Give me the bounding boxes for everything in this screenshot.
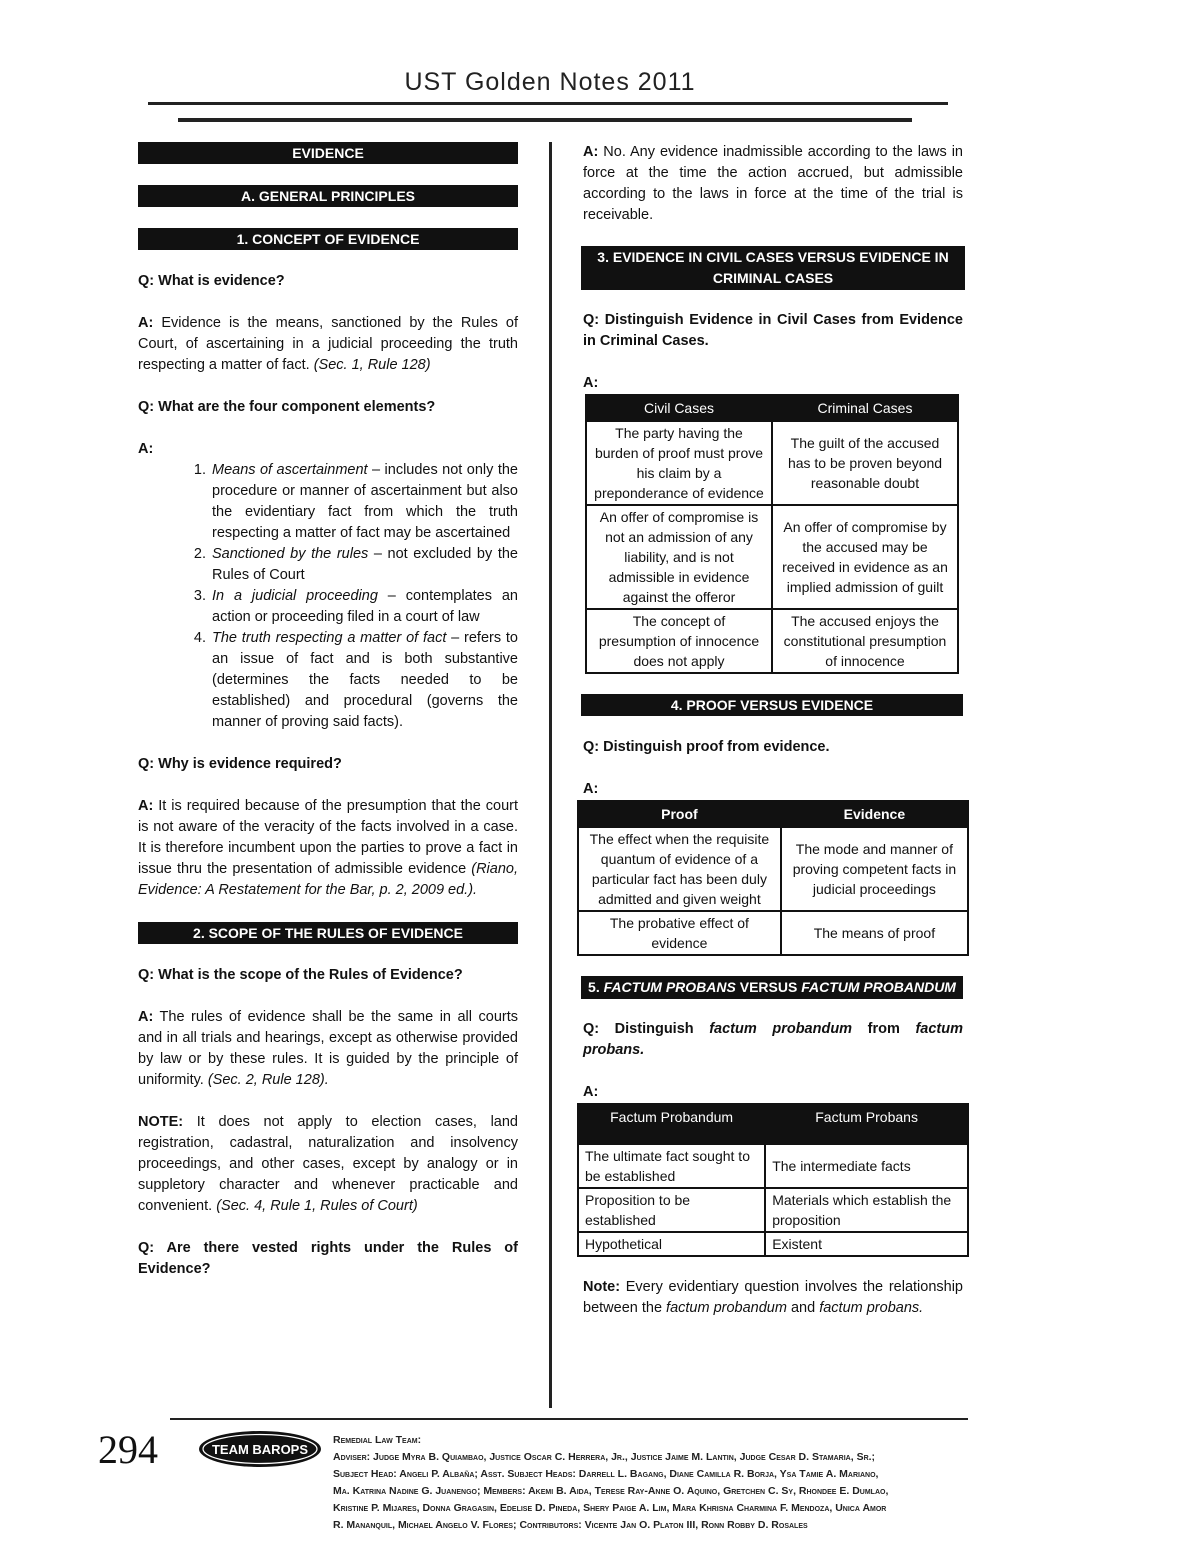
answer-label: A: — [138, 441, 154, 457]
team-barops-logo — [198, 1430, 322, 1468]
table-row — [578, 1232, 968, 1256]
section-bar-concept: 1. CONCEPT OF EVIDENCE — [138, 228, 518, 250]
table-header: Civil Cases — [586, 395, 772, 421]
table-cell: The mode and manner of proving competent facts in judicial proceedings — [781, 827, 968, 911]
table-cell: An offer of compromise is not an admission of any liability, and is not admissible in evidence against the offeror — [586, 505, 772, 609]
list-item: 2. Sanctioned by the rules – not excluded by the Rules of Court — [210, 544, 518, 586]
footer-line: Adviser: Judge Myra B. Quiambao, Justice Oscar C. Herrera, Jr., Justice Jaime M. Lantin, Judge Cesar D. Stamaria, Sr.; — [333, 1451, 876, 1463]
table-cell: The effect when the requisite quantum of evidence of a particular fact has been duly admitted and given weight — [578, 827, 781, 911]
section-bar-scope: 2. SCOPE OF THE RULES OF EVIDENCE — [138, 922, 518, 944]
answer-label: A: — [583, 375, 599, 391]
table-header: Evidence — [781, 801, 968, 827]
civil-criminal-table — [585, 394, 959, 674]
answer-label: A: — [583, 1084, 599, 1100]
table-row — [578, 1188, 968, 1232]
header-rule-top — [148, 102, 948, 105]
footer-line: Kristine P. Mijares, Donna Gragasin, Edelise D. Pineda, Shery Paige A. Lim, Mara Khrisna Charmina F. Mendoza, Unica Amor — [333, 1502, 887, 1514]
answer-label: A: — [583, 781, 599, 797]
question-factum: Q: Distinguish factum probandum from factum probans. — [583, 1021, 964, 1058]
table-cell: The guilt of the accused has to be proven beyond reasonable doubt — [772, 421, 958, 505]
right-column — [583, 142, 963, 1319]
table-row — [586, 421, 958, 505]
question-scope: Q: What is the scope of the Rules of Evidence? — [138, 967, 463, 983]
note-scope: NOTE: It does not apply to election cases, land registration, cadastral, naturalization and insolvency proceedings, and other cases, except by analogy or in suppletory character and whenever practicable and convenient. (Sec. 4, Rule 1, Rules of Court) — [138, 1114, 518, 1214]
section-bar-evidence: EVIDENCE — [138, 142, 518, 164]
table-row — [586, 609, 958, 673]
section-bar-general-principles: A. GENERAL PRINCIPLES — [138, 185, 518, 207]
question-proof-vs-evidence: Q: Distinguish proof from evidence. — [583, 739, 830, 755]
table-cell: Hypothetical — [578, 1232, 765, 1256]
section-bar-civil-vs-criminal: 3. EVIDENCE IN CIVIL CASES VERSUS EVIDENCE IN CRIMINAL CASES — [581, 246, 965, 290]
table-cell: The accused enjoys the constitutional presumption of innocence — [772, 609, 958, 673]
table-cell: Proposition to be established — [578, 1188, 765, 1232]
table-cell: Materials which establish the proposition — [765, 1188, 968, 1232]
question-what-is-evidence: Q: What is evidence? — [138, 273, 285, 289]
question-component-elements: Q: What are the four component elements? — [138, 399, 436, 415]
answer-scope: A: The rules of evidence shall be the same in all courts and in all trials and hearings, except as otherwise provided by law or by these rules. It is guided by the principle of uniformity. (Sec. 2, Rule 128). — [138, 1009, 518, 1088]
question-civil-vs-criminal: Q: Distinguish Evidence in Civil Cases from Evidence in Criminal Cases. — [583, 312, 963, 349]
list-item: 4. The truth respecting a matter of fact – refers to an issue of fact and is both substantive (determines the facts needed to be established) and procedural (governs the manner of proving said facts). — [210, 628, 518, 733]
table-header: Factum Probans — [765, 1104, 968, 1144]
table-cell: The intermediate facts — [765, 1144, 968, 1188]
table-cell: The concept of presumption of innocence does not apply — [586, 609, 772, 673]
page-number: 294 — [98, 1427, 158, 1472]
table-cell: The probative effect of evidence — [578, 911, 781, 955]
table-header-row — [578, 801, 968, 827]
table-header: Criminal Cases — [772, 395, 958, 421]
question-vested-rights: Q: Are there vested rights under the Rules of Evidence? — [138, 1240, 518, 1277]
footer-line: R. Mananquil, Michael Angelo V. Flores; Contributors: Vicente Jan O. Platon III, Ronn Robby D. Rosales — [333, 1519, 808, 1531]
section-bar-factum: 5. FACTUM PROBANS VERSUS FACTUM PROBANDUM — [581, 976, 963, 999]
footer-line: Ma. Katrina Nadine G. Juanengo; Members: Akemi B. Aida, Terese Ray-Anne O. Aquino, Gretchen C. Sy, Rhondee E. Dumlao, — [333, 1485, 889, 1497]
footer-line: Subject Head: Angeli P. Albaña; Asst. Subject Heads: Darrell L. Bagang, Diane Camilla R. Borja, Ysa Tamie A. Mariano, — [333, 1468, 879, 1480]
section-bar-proof-vs-evidence: 4. PROOF VERSUS EVIDENCE — [581, 694, 963, 716]
footer-rule — [170, 1418, 968, 1420]
table-cell: The ultimate fact sought to be established — [578, 1144, 765, 1188]
table-cell: An offer of compromise by the accused may be received in evidence as an implied admission of guilt — [772, 505, 958, 609]
proof-evidence-table — [577, 800, 969, 956]
note-factum: Note: Every evidentiary question involves the relationship between the factum probandum and factum probans. — [583, 1279, 963, 1316]
list-item: 1. Means of ascertainment – includes not only the procedure or manner of ascertainment but also the evidentiary fact from which the truth respecting a matter of fact may be ascertained — [210, 460, 518, 544]
table-header-row — [578, 1104, 968, 1144]
question-why-required: Q: Why is evidence required? — [138, 756, 342, 772]
table-row — [586, 505, 958, 609]
svg-text:TEAM BAROPS: TEAM BAROPS — [211, 1442, 309, 1457]
list-item: 3. In a judicial proceeding – contemplates an action or proceeding filed in a court of law — [210, 586, 518, 628]
table-header: Proof — [578, 801, 781, 827]
factum-table — [577, 1103, 969, 1257]
footer-credits — [333, 1432, 993, 1534]
table-header: Factum Probandum — [578, 1104, 765, 1144]
answer-vested-rights: A: No. Any evidence inadmissible according to the laws in force at the time the action accrued, but admissible according to the laws in force at the time of the trial is receivable. — [583, 144, 963, 223]
footer-line: Remedial Law Team: — [333, 1434, 422, 1446]
table-cell: The party having the burden of proof must prove his claim by a preponderance of evidence — [586, 421, 772, 505]
table-cell: Existent — [765, 1232, 968, 1256]
table-row — [578, 827, 968, 911]
table-row — [578, 911, 968, 955]
left-column — [138, 142, 518, 1280]
table-header-row — [586, 395, 958, 421]
answer-what-is-evidence: A: Evidence is the means, sanctioned by the Rules of Court, of ascertaining in a judicial proceeding the truth respecting a matter of fact. (Sec. 1, Rule 128) — [138, 315, 518, 373]
column-divider — [549, 142, 552, 1408]
answer-why-required: A: It is required because of the presumption that the court is not aware of the veracity of the facts involved in a case. It is therefore incumbent upon the parties to prove a fact in issue thru the presentation of admissible evidence (Riano, Evidence: A Restatement for the Bar, p. 2, 2009 ed.). — [138, 798, 518, 898]
table-cell: The means of proof — [781, 911, 968, 955]
header-rule-bottom — [178, 118, 912, 122]
running-header-title: UST Golden Notes 2011 — [404, 68, 696, 96]
elements-list — [138, 460, 518, 733]
table-row — [578, 1144, 968, 1188]
